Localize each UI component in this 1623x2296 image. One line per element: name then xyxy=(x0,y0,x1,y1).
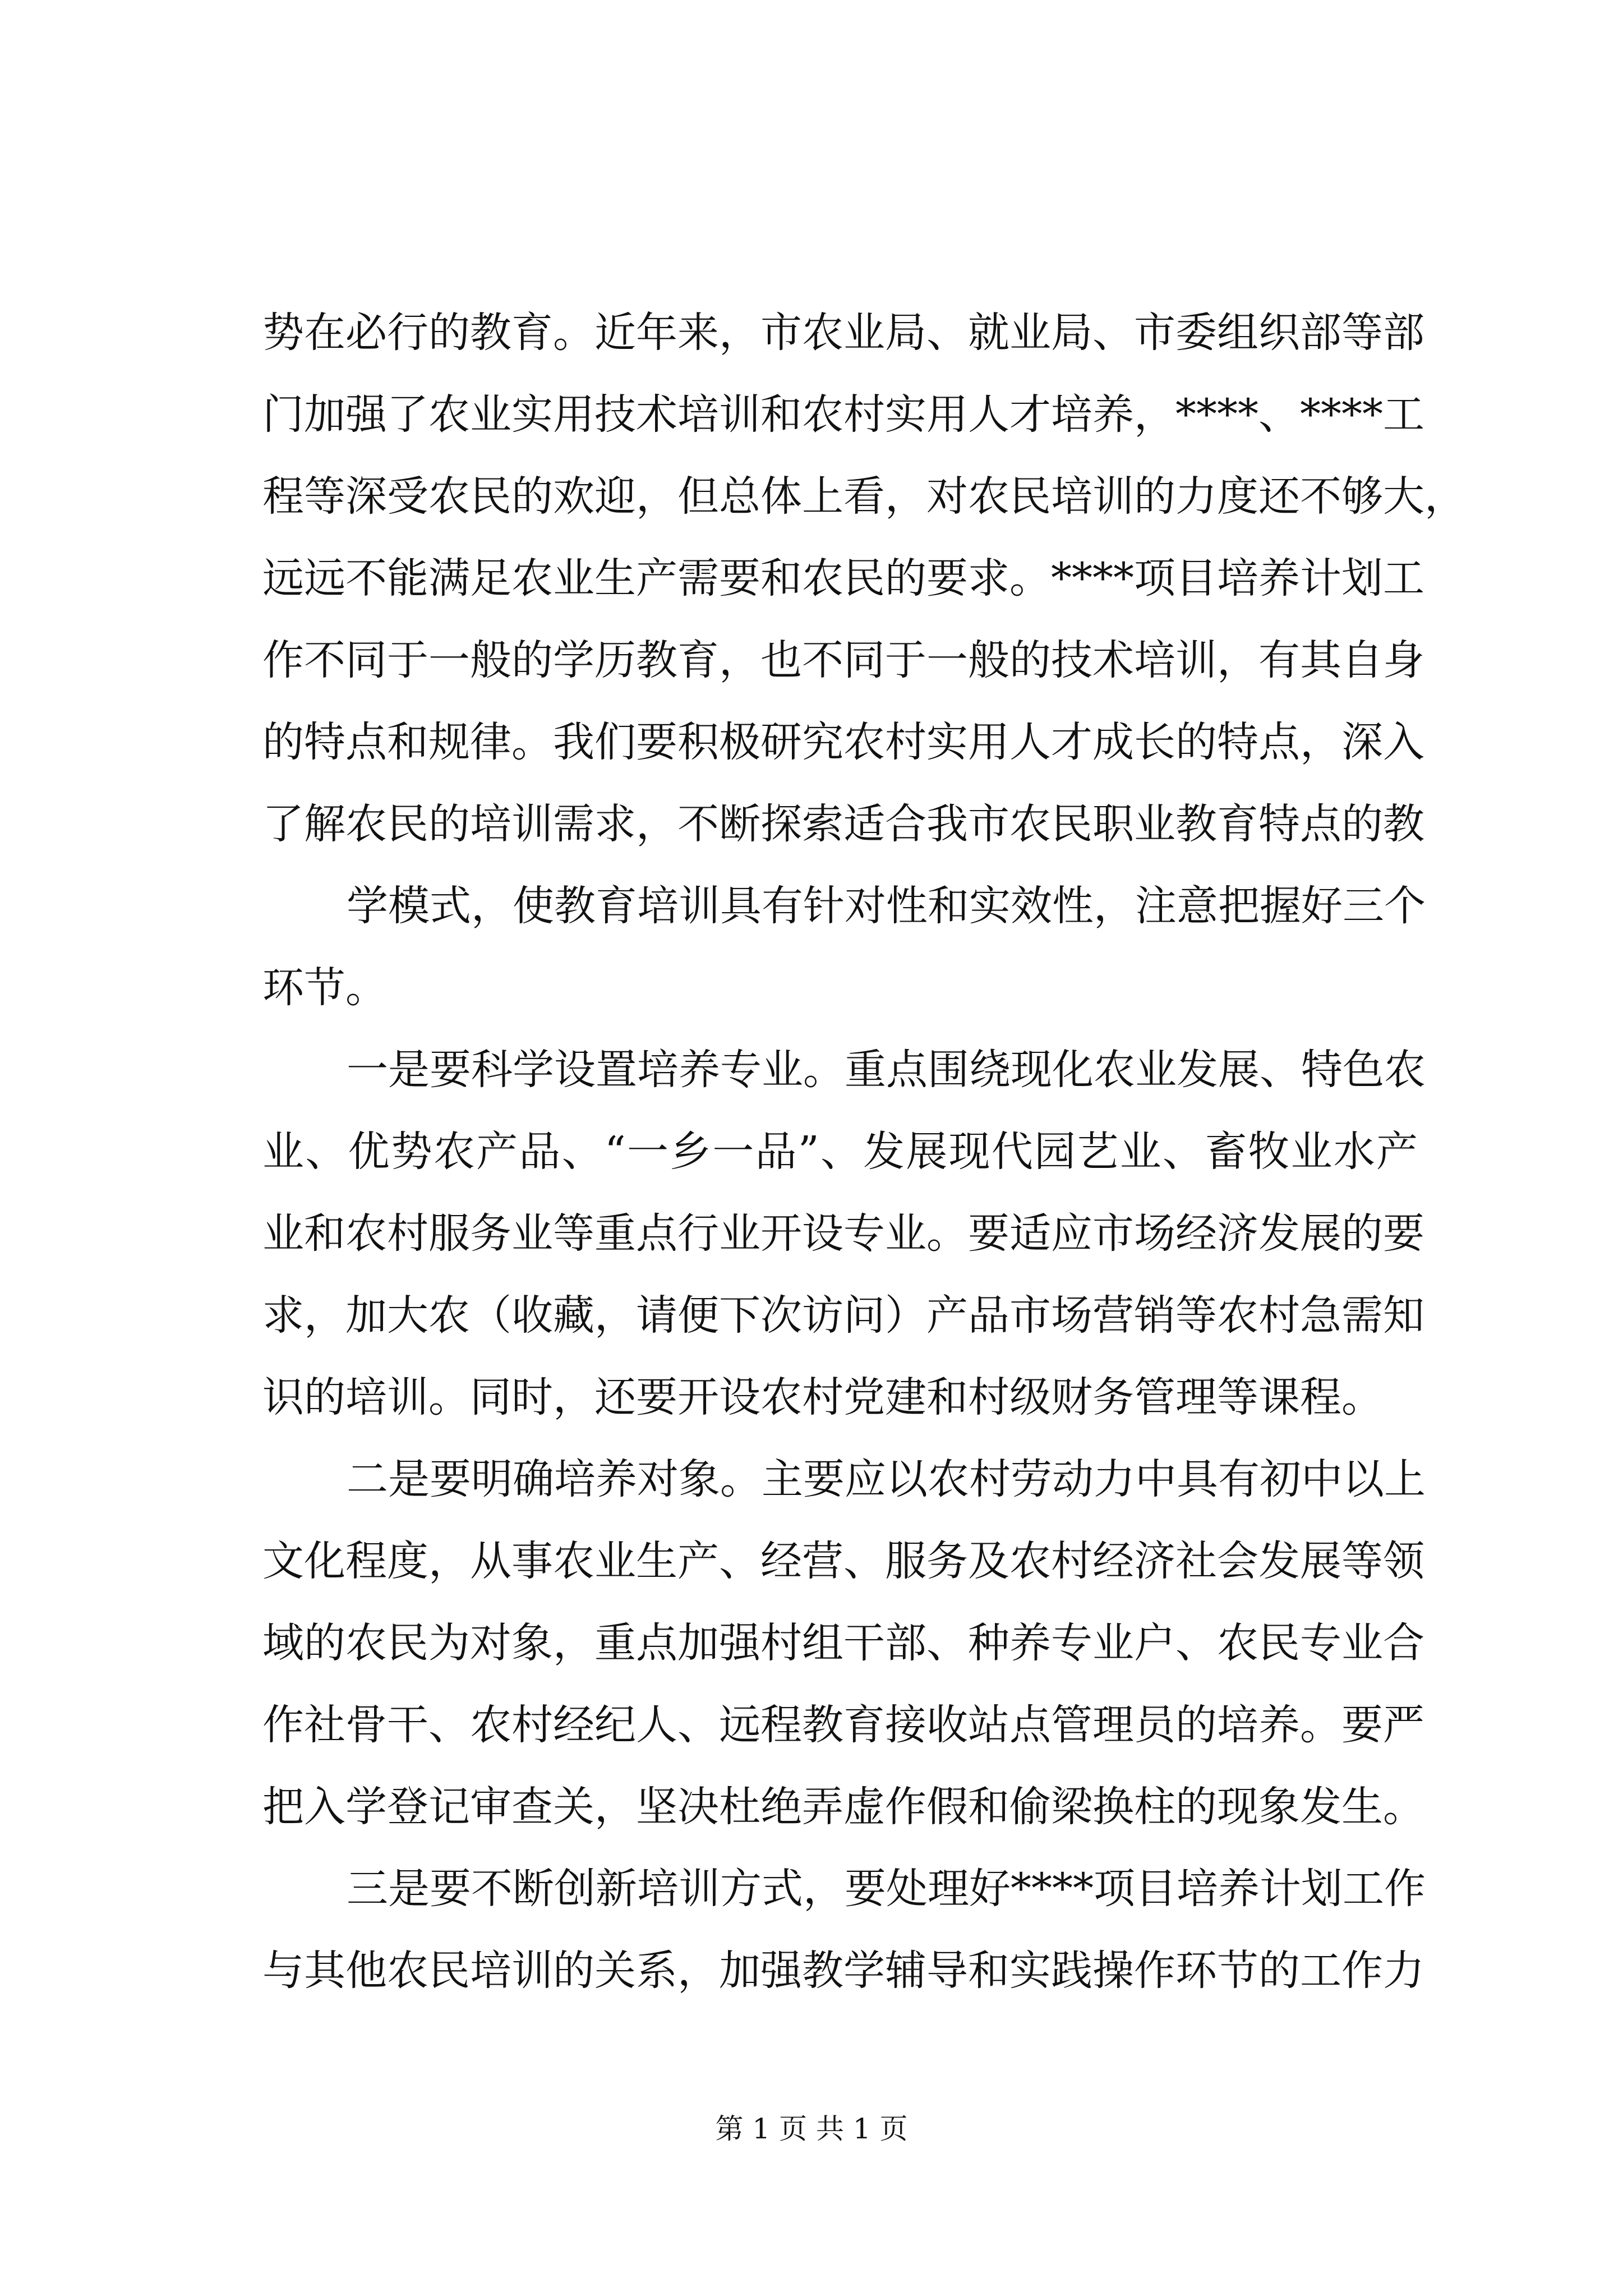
body-line: 了解农民的培训需求，不断探索适合我市农民职业教育特点的教 xyxy=(262,800,1424,848)
body-line: 文化程度，从事农业生产、经营、服务及农村经济社会发展等领 xyxy=(262,1537,1424,1585)
body-line: 环节。 xyxy=(262,964,387,1012)
body-line: 作社骨干、农村经纪人、远程教育接收站点管理员的培养。要严 xyxy=(262,1701,1424,1749)
document-body xyxy=(262,292,1466,2012)
body-line: 势在必行的教育。近年来，市农业局、就业局、市委组织部等部 xyxy=(262,309,1424,357)
body-line: 业、优势农产品、“一乡一品”、发展现代园艺业、畜牧业水产 xyxy=(262,1128,1418,1176)
body-line: 把入学登记审查关，坚决杜绝弄虚作假和偷梁换柱的现象发生。 xyxy=(262,1783,1424,1831)
body-line: 业和农村服务业等重点行业开设专业。要适应市场经济发展的要 xyxy=(262,1209,1424,1258)
body-line: 一是要科学设置培养专业。重点围绕现化农业发展、特色农 xyxy=(347,1046,1426,1094)
body-line: 与其他农民培训的关系，加强教学辅导和实践操作环节的工作力 xyxy=(262,1947,1424,1995)
body-line: 作不同于一般的学历教育，也不同于一般的技术培训，有其自身 xyxy=(262,636,1424,684)
body-line: 程等深受农民的欢迎，但总体上看，对农民培训的力度还不够大， xyxy=(262,472,1466,521)
body-line: 二是要明确培养对象。主要应以农村劳动力中具有初中以上 xyxy=(347,1455,1426,1503)
body-line: 的特点和规律。我们要积极研究农村实用人才成长的特点，深入 xyxy=(262,718,1424,766)
body-line: 求，加大农（收藏，请便下次访问）产品市场营销等农村急需知 xyxy=(262,1291,1424,1340)
body-line: 门加强了农业实用技术培训和农村实用人才培养，****、****工 xyxy=(262,390,1424,439)
body-line: 识的培训。同时，还要开设农村党建和村级财务管理等课程。 xyxy=(262,1373,1383,1421)
body-line: 域的农民为对象，重点加强村组干部、种养专业户、农民专业合 xyxy=(262,1619,1424,1667)
page-footer: 第 1 页 共 1 页 xyxy=(715,2113,908,2145)
body-line: 三是要不断创新培训方式，要处理好****项目培养计划工作 xyxy=(347,1865,1426,1913)
body-line: 远远不能满足农业生产需要和农民的要求。****项目培养计划工 xyxy=(262,554,1424,602)
body-line: 学模式，使教育培训具有针对性和实效性，注意把握好三个 xyxy=(347,882,1426,930)
